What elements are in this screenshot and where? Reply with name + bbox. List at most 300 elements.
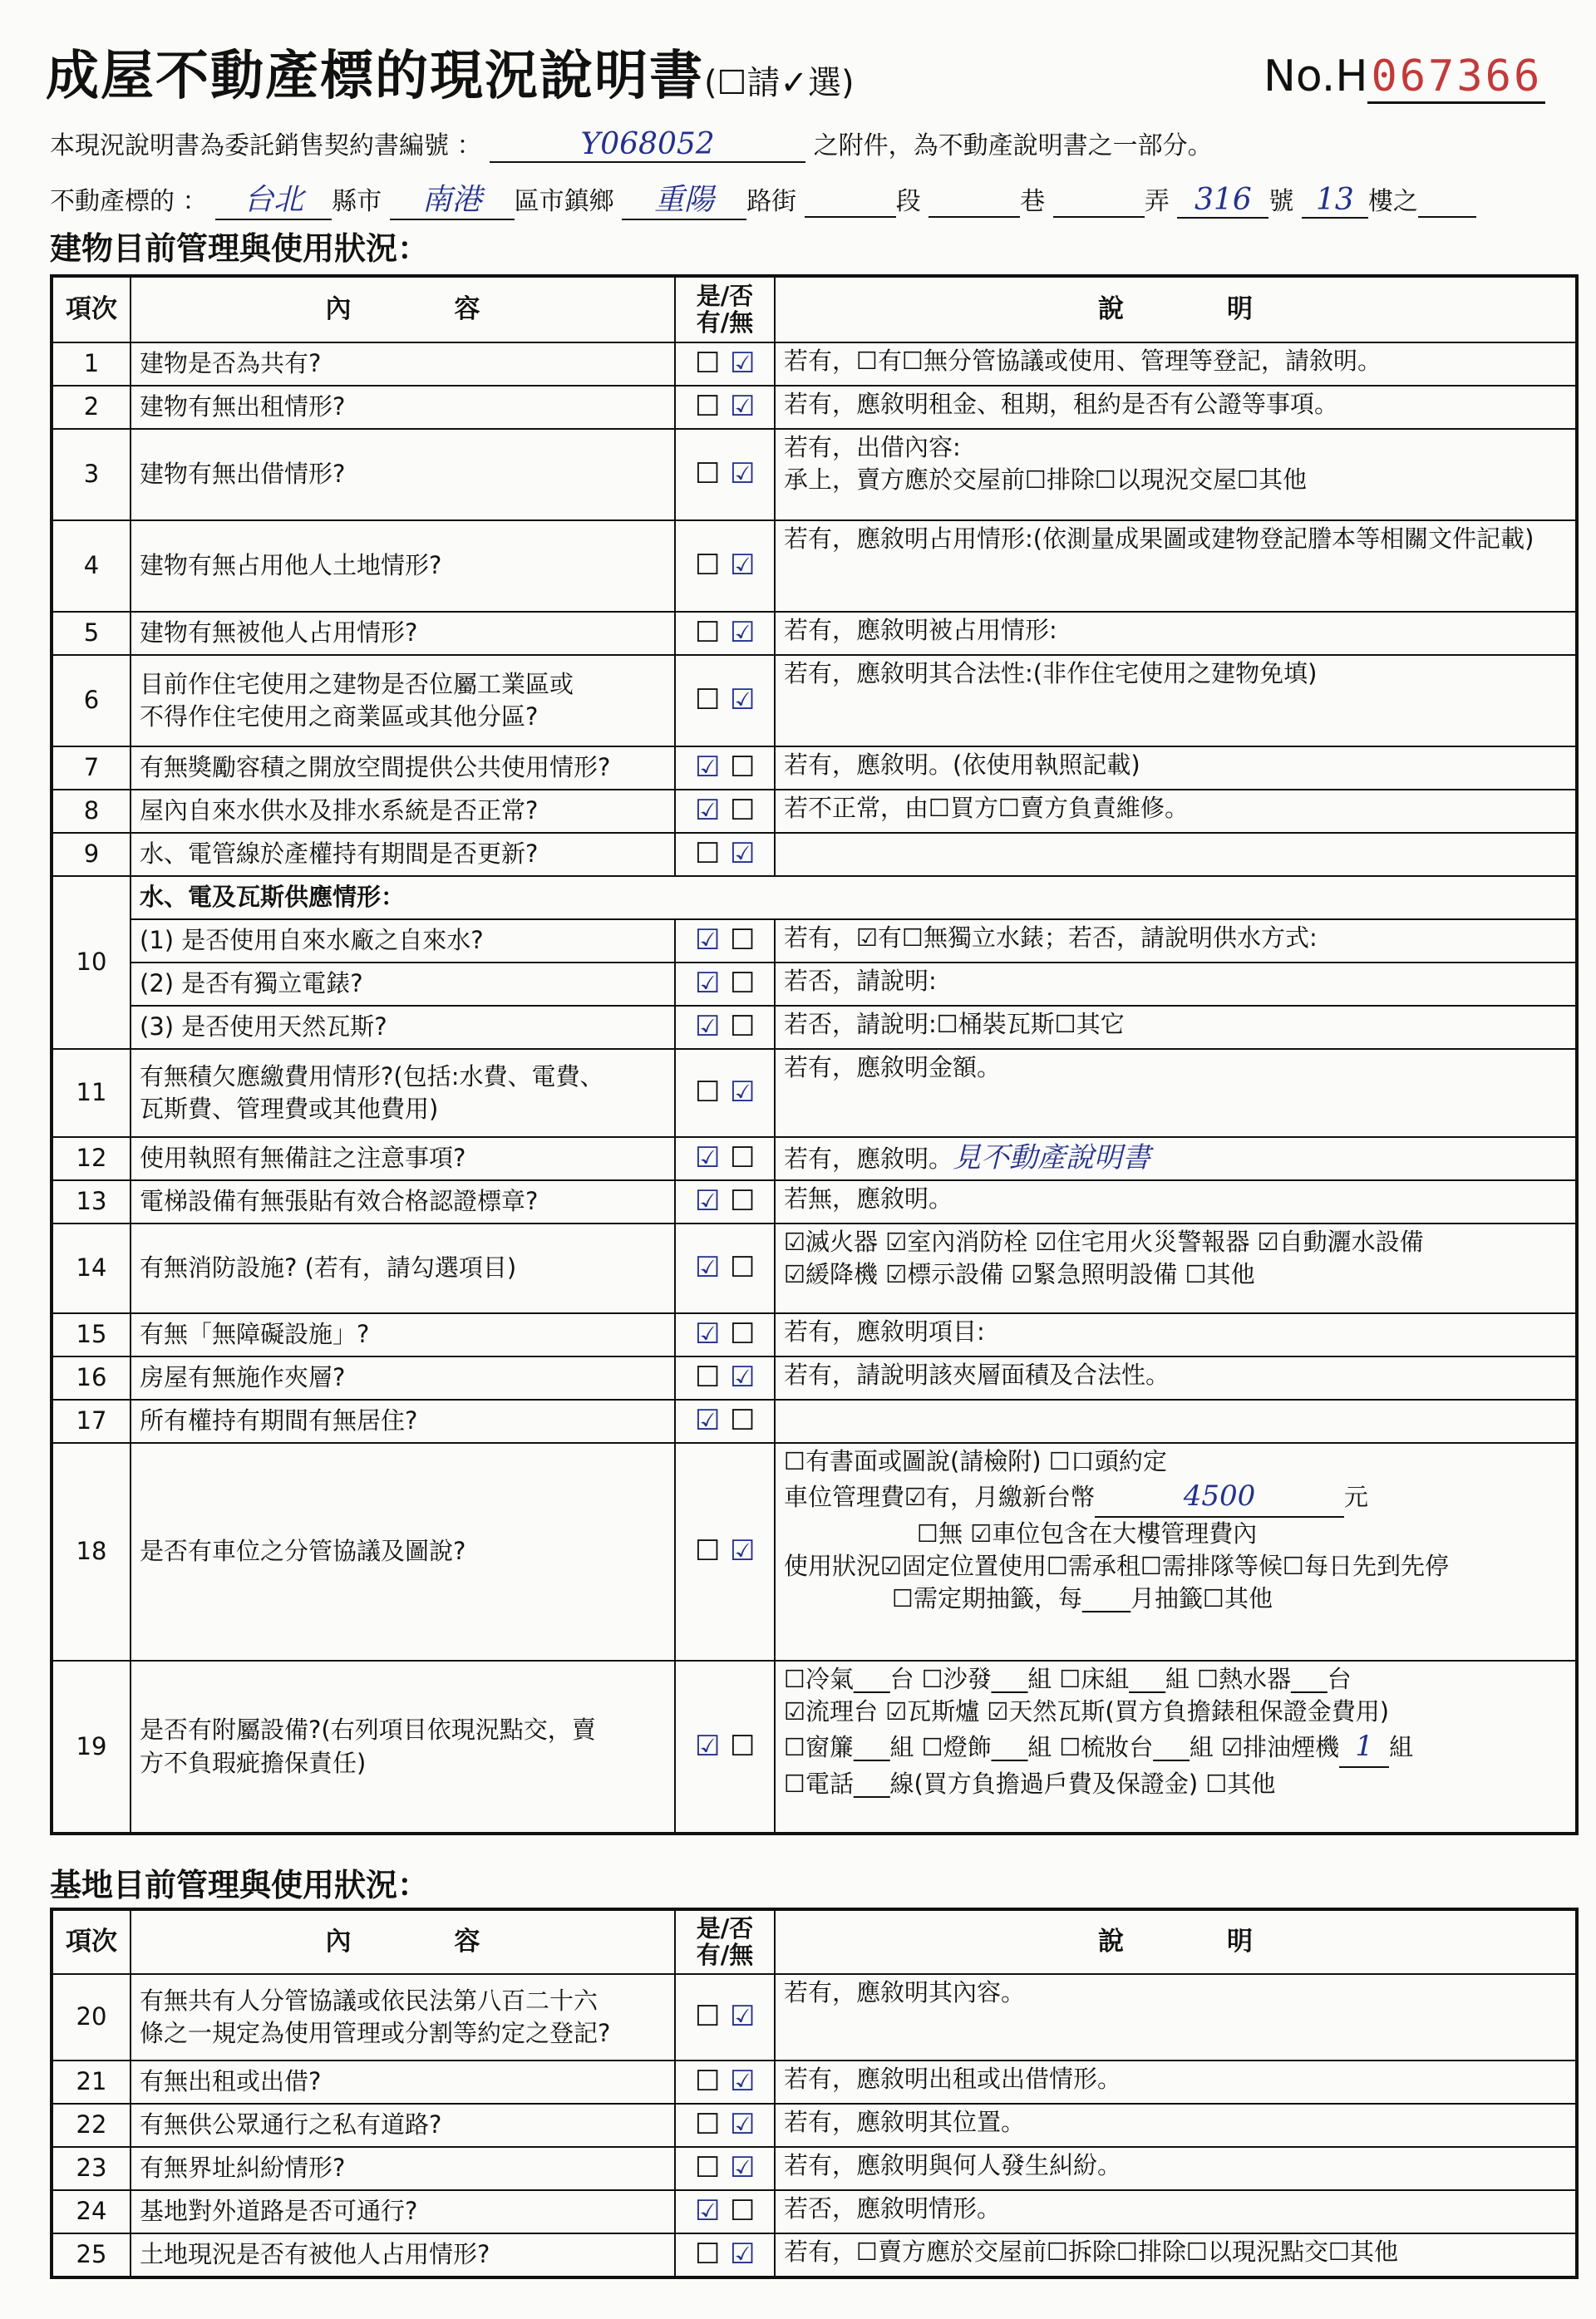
row-item	[131, 1049, 675, 1137]
row-description	[775, 2061, 1577, 2104]
district-label: 區市鎮鄉	[514, 187, 614, 216]
yes-no-cell	[675, 790, 775, 833]
row-item	[131, 612, 675, 655]
row-item-text: 屋內自來水供水及排水系統是否正常?	[140, 796, 539, 825]
yes-checkbox[interactable]: ☐	[695, 837, 721, 871]
table-row	[52, 1661, 1577, 1834]
table-row	[52, 520, 1577, 612]
title-main: 成屋不動產標的現況說明書	[46, 46, 704, 107]
yes-no-cell	[675, 1661, 775, 1834]
no-checkbox[interactable]: ☐	[730, 751, 756, 785]
yes-checkbox[interactable]: ☐	[695, 616, 721, 650]
yes-no-cell	[675, 833, 775, 876]
row-item-text: 房屋有無施作夾層?	[140, 1363, 346, 1392]
row-description-text	[784, 2063, 1567, 2095]
no-checkbox[interactable]: ☐	[730, 2194, 756, 2228]
row-description	[775, 1974, 1577, 2061]
building-section-title: 建物目前管理與使用狀況：	[50, 230, 430, 267]
table-row	[52, 655, 1577, 746]
section-field[interactable]	[805, 187, 896, 218]
row-description-label: 若有，應敘明被占用情形:	[784, 616, 1057, 644]
yes-checkbox[interactable]: ☑	[695, 1251, 721, 1285]
row-description	[775, 655, 1577, 746]
row-item	[131, 1313, 675, 1356]
row-number: 11	[52, 1049, 131, 1137]
yes-checkbox[interactable]: ☐	[695, 1076, 721, 1110]
row-item	[131, 2233, 675, 2277]
road-label: 路街	[746, 187, 797, 216]
row-item-text: 有無界址糾紛情形?	[140, 2154, 346, 2183]
handwritten-note[interactable]: 見不動產說明書	[953, 1141, 1151, 1174]
serial-prefix: No.H	[1264, 52, 1368, 101]
row-item: 有無消防設施? (若有，請勾選項目)	[131, 1224, 675, 1313]
parking-fee-label: 車位管理費☑有，月繳新台幣	[784, 1483, 1095, 1512]
fire-safety-options	[775, 1224, 1577, 1313]
row-item-text: 有無出租或出借?	[140, 2067, 322, 2096]
row-number: 10	[52, 876, 131, 1049]
row-number: 7	[52, 746, 131, 790]
no-checkbox[interactable]: ☐	[730, 1317, 756, 1352]
row-group-title: 水、電及瓦斯供應情形：	[131, 876, 1577, 919]
row-description-text	[784, 2193, 1567, 2225]
fire-safety-line-2[interactable]: ☑緩降機 ☑標示設備 ☑緊急照明設備 ☐其他	[784, 1260, 1255, 1289]
yes-checkbox[interactable]: ☐	[695, 1534, 721, 1568]
yes-no-cell	[675, 1974, 775, 2061]
table-row	[52, 1313, 1577, 1356]
row-description-text-2: 承上，賣方應於交屋前☐排除☐以現況交屋☐其他	[784, 465, 1307, 495]
row-number: 3	[52, 429, 131, 520]
row-description-label: 若有，出借內容:	[784, 433, 961, 461]
yes-checkbox[interactable]: ☐	[695, 2000, 721, 2034]
row-item	[131, 386, 675, 429]
table-row	[52, 790, 1577, 833]
row-item-text: 建物有無出借情形?	[140, 460, 346, 489]
alley-label: 弄	[1144, 187, 1170, 216]
row-description-label: 若有，應敘明與何人發生糾紛。	[784, 2151, 1122, 2179]
row-description-text	[784, 2106, 1567, 2139]
yes-checkbox[interactable]: ☑	[695, 1184, 721, 1219]
row-description	[775, 1137, 1577, 1180]
contract-number-field[interactable]: Y068052	[490, 127, 805, 163]
row-description-text	[784, 1977, 1567, 2009]
row-item	[131, 2061, 675, 2104]
county-field[interactable]: 台北	[215, 176, 332, 220]
yes-checkbox[interactable]: ☑	[695, 923, 721, 958]
yes-checkbox[interactable]: ☐	[695, 347, 721, 381]
lane-field[interactable]	[929, 187, 1020, 218]
yes-checkbox[interactable]: ☐	[695, 2151, 721, 2185]
row-item-text: 基地對外道路是否可通行?	[140, 2197, 418, 2226]
row-description-text	[784, 2236, 1567, 2268]
row-description-label: 若有，應敘明其內容。	[784, 1978, 1026, 2006]
yes-no-cell	[675, 1224, 775, 1313]
no-checkbox[interactable]: ☑	[730, 1076, 756, 1110]
yes-checkbox[interactable]: ☐	[695, 2238, 721, 2271]
col-header-no: 項次	[52, 1909, 131, 1974]
row-description-label: 若有，應敘明占用情形:(依測量成果圖或建物登記謄本等相關文件記載)	[784, 524, 1534, 553]
row-description	[775, 833, 1577, 876]
row-description-label: 若有，應敘明其合法性:(非作住宅使用之建物免填)	[784, 659, 1318, 687]
table-row	[52, 919, 1577, 963]
row-item-text: 有無積欠應繳費用情形?(包括:水費、電費、	[140, 1061, 604, 1091]
col-header-description: 說 明	[775, 276, 1577, 342]
row-item: (1) 是否使用自來水廠之自來水?	[131, 919, 675, 963]
table-header-row	[52, 276, 1577, 342]
yes-no-cell	[675, 1356, 775, 1400]
row-item	[131, 1400, 675, 1443]
table-row	[52, 963, 1577, 1006]
row-description-label: 若有，應敘明出租或出借情形。	[784, 2065, 1122, 2093]
land-status-table	[50, 1908, 1579, 2279]
yes-checkbox[interactable]: ☐	[695, 2108, 721, 2142]
row-description-label: 若有，應敘明。	[784, 1145, 953, 1173]
floor-sub-field[interactable]	[1418, 187, 1476, 218]
row-item	[131, 2104, 675, 2147]
row-item-text: 建物有無被他人占用情形?	[140, 618, 418, 647]
row-item-text: 是否有附屬設備?(右列項目依現況點交，賣	[140, 1716, 596, 1745]
table-row	[52, 1137, 1577, 1180]
serial-number	[1264, 52, 1545, 101]
row-description	[775, 2147, 1577, 2190]
row-item-text-2: 條之一規定為使用管理或分割等約定之登記?	[140, 2019, 611, 2047]
table-row	[52, 833, 1577, 876]
parking-line-5[interactable]: ☐需定期抽籤，每____月抽籤☐其他	[892, 1584, 1273, 1613]
row-description-label: 若有，應敘明。(依使用執照記載)	[784, 751, 1140, 779]
yes-checkbox[interactable]: ☑	[695, 1141, 721, 1175]
row-item: (2) 是否有獨立電錶?	[131, 963, 675, 1006]
table-row	[52, 429, 1577, 520]
row-description-label: 若否，應敘明情形。	[784, 2194, 1002, 2223]
row-description-label: 若有，☐有☐無分管協議或使用、管理等登記，請敘明。	[784, 347, 1382, 375]
land-section-title: 基地目前管理與使用狀況：	[50, 1867, 430, 1903]
row-description	[775, 1313, 1577, 1356]
row-description	[775, 429, 1577, 520]
no-checkbox[interactable]: ☑	[730, 2065, 756, 2099]
parking-fee-unit: 元	[1344, 1483, 1369, 1512]
row-description	[775, 790, 1577, 833]
row-description	[775, 746, 1577, 790]
table-row	[52, 876, 1577, 919]
row-description	[775, 2104, 1577, 2147]
row-description-label: 若有，請說明該夾層面積及合法性。	[784, 1361, 1170, 1389]
row-description: 若否，請說明:	[775, 963, 1577, 1006]
row-description-text	[784, 2149, 1567, 2182]
row-description-label: 若有，應敘明項目:	[784, 1317, 985, 1346]
row-description	[775, 520, 1577, 612]
table-row	[52, 2061, 1577, 2104]
row-number: 13	[52, 1180, 131, 1224]
row-number: 12	[52, 1137, 131, 1180]
row-description-label: 若有，☐賣方應於交屋前☐拆除☐排除☐以現況點交☐其他	[784, 2238, 1398, 2266]
parking-line-3[interactable]: ☐無 ☑車位包含在大樓管理費內	[917, 1519, 1258, 1548]
yes-no-cell	[675, 2104, 775, 2147]
row-description	[775, 342, 1577, 386]
table-row	[52, 1006, 1577, 1049]
row-item-text-2: 方不負瑕疵擔保責任)	[140, 1748, 367, 1777]
row-item	[131, 833, 675, 876]
row-number: 4	[52, 520, 131, 612]
road-field[interactable]: 重陽	[622, 176, 746, 220]
yes-checkbox[interactable]: ☐	[695, 1361, 721, 1395]
row-description	[775, 612, 1577, 655]
row-description-label: 若有，應敘明金額。	[784, 1053, 1002, 1081]
contract-line	[50, 125, 1213, 163]
row-description-text	[784, 523, 1567, 555]
row-item-text: 建物有無出租情形?	[140, 392, 346, 421]
row-description-text	[784, 1140, 1567, 1178]
no-checkbox[interactable]: ☑	[730, 616, 756, 650]
row-item-text: 電梯設備有無張貼有效合格認證標章?	[140, 1187, 539, 1216]
row-item-text-2: 不得作住宅使用之商業區或其他分區?	[140, 702, 539, 731]
serial-value: 067366	[1367, 52, 1545, 104]
row-item-text-2: 瓦斯費、管理費或其他費用)	[140, 1095, 439, 1123]
row-number: 16	[52, 1356, 131, 1400]
row-number: 21	[52, 2061, 131, 2104]
yes-checkbox[interactable]: ☐	[695, 457, 721, 491]
yes-checkbox[interactable]: ☑	[695, 2194, 721, 2228]
property-address-line	[50, 176, 1476, 220]
row-description	[775, 386, 1577, 429]
yes-no-cell	[675, 612, 775, 655]
row-description-text	[784, 1051, 1567, 1084]
no-checkbox[interactable]: ☐	[730, 1251, 756, 1285]
yes-no-cell	[675, 429, 775, 520]
yes-checkbox[interactable]: ☑	[695, 794, 721, 828]
row-description-text	[784, 614, 1567, 647]
yes-checkbox[interactable]: ☑	[695, 751, 721, 785]
section-label: 段	[895, 187, 921, 216]
fixtures-line-4[interactable]: ☐電話___線(買方負擔過戶費及保證金) ☐其他	[784, 1770, 1276, 1799]
row-item-text: 有無共有人分管協議或依民法第八百二十六	[140, 1986, 598, 2015]
yes-checkbox[interactable]: ☐	[695, 390, 721, 424]
table-row	[52, 386, 1577, 429]
col-header-yes-no: 是/否 有/無	[675, 276, 775, 342]
table-row	[52, 2190, 1577, 2233]
table-row	[52, 1356, 1577, 1400]
no-checkbox[interactable]: ☑	[730, 837, 756, 871]
table-header-row	[52, 1909, 1577, 1974]
no-checkbox[interactable]: ☑	[730, 549, 756, 583]
row-item	[131, 1974, 675, 2061]
fixtures-line-3	[784, 1728, 1567, 1768]
yes-checkbox[interactable]: ☐	[695, 549, 721, 583]
table-row	[52, 746, 1577, 790]
col-header-description: 說 明	[775, 1909, 1577, 1974]
parking-line-4[interactable]: 使用狀況☑固定位置使用☐需承租☐需排隊等候☐每日先到先停	[784, 1552, 1449, 1581]
district-field[interactable]: 南港	[390, 176, 515, 220]
row-description	[775, 1356, 1577, 1400]
row-item-text: 建物有無占用他人土地情形?	[140, 551, 442, 580]
yes-checkbox[interactable]: ☑	[695, 967, 721, 1001]
row-item	[131, 1180, 675, 1224]
row-item-text: 建物是否為共有?	[140, 349, 322, 378]
row-item-text: 所有權持有期間有無居住?	[140, 1406, 418, 1435]
table-row	[52, 2147, 1577, 2190]
row-number: 25	[52, 2233, 131, 2277]
yes-no-cell	[675, 746, 775, 790]
yes-no-cell	[675, 1443, 775, 1661]
row-item	[131, 342, 675, 386]
row-number: 2	[52, 386, 131, 429]
row-item	[131, 790, 675, 833]
lane-label: 巷	[1020, 187, 1046, 216]
row-item-text: 有無「無障礙設施」?	[140, 1320, 370, 1349]
row-number: 14	[52, 1224, 131, 1313]
no-checkbox[interactable]: ☑	[730, 2108, 756, 2142]
row-description-label: 若有，應敘明其位置。	[784, 2108, 1026, 2136]
no-checkbox[interactable]: ☑	[730, 683, 756, 717]
contract-line-prefix: 本現況說明書為委託銷售契約書編號 ：	[50, 131, 482, 160]
row-description-text	[784, 657, 1567, 690]
row-item	[131, 2190, 675, 2233]
yes-no-cell	[675, 963, 775, 1006]
row-item: 是否有車位之分管協議及圖說?	[131, 1443, 675, 1661]
row-number: 8	[52, 790, 131, 833]
yes-no-cell	[675, 1180, 775, 1224]
row-number: 23	[52, 2147, 131, 2190]
table-row	[52, 1974, 1577, 2061]
county-label: 縣市	[332, 187, 382, 216]
row-item: (3) 是否使用天然瓦斯?	[131, 1006, 675, 1049]
yes-no-cell	[675, 2147, 775, 2190]
row-number: 22	[52, 2104, 131, 2147]
row-description-text	[784, 1183, 1567, 1215]
row-item-text: 使用執照有無備註之注意事項?	[140, 1144, 466, 1173]
no-checkbox[interactable]: ☑	[730, 1534, 756, 1568]
row-item-text: 水、電管線於產權持有期間是否更新?	[140, 839, 539, 869]
parking-details	[775, 1443, 1577, 1661]
row-description-text	[784, 749, 1567, 781]
table-row	[52, 342, 1577, 386]
row-number: 19	[52, 1661, 131, 1834]
row-description-label: 若有，應敘明租金、租期，租約是否有公證等事項。	[784, 390, 1339, 418]
property-label: 不動產標的 ：	[50, 187, 208, 216]
yes-no-cell	[675, 2233, 775, 2277]
alley-field[interactable]	[1053, 187, 1145, 218]
yes-checkbox[interactable]: ☐	[695, 683, 721, 717]
row-description-text	[784, 1359, 1567, 1391]
no-checkbox[interactable]: ☑	[730, 347, 756, 381]
yes-checkbox[interactable]: ☑	[695, 1317, 721, 1352]
row-number: 1	[52, 342, 131, 386]
row-number: 15	[52, 1313, 131, 1356]
no-checkbox[interactable]: ☑	[730, 457, 756, 491]
yes-no-cell	[675, 1006, 775, 1049]
building-status-table	[50, 274, 1579, 1835]
row-item	[131, 655, 675, 746]
col-header-content: 內 容	[131, 276, 675, 342]
yes-checkbox[interactable]: ☑	[695, 1404, 721, 1438]
floor-label: 樓之	[1367, 187, 1418, 216]
yes-no-cell	[675, 1137, 775, 1180]
yes-no-cell	[675, 655, 775, 746]
floor-field[interactable]: 13	[1302, 183, 1368, 219]
row-number: 17	[52, 1400, 131, 1443]
hood-count[interactable]: 1	[1339, 1728, 1389, 1768]
row-description-text	[784, 345, 1567, 377]
row-description	[775, 2233, 1577, 2277]
table-row	[52, 1049, 1577, 1137]
row-description-text	[784, 792, 1567, 825]
row-item	[131, 1356, 675, 1400]
row-description: 若有，☑有☐無獨立水錶；若否，請說明供水方式:	[775, 919, 1577, 963]
no-checkbox[interactable]: ☑	[730, 2238, 756, 2271]
no-checkbox[interactable]: ☑	[730, 1361, 756, 1395]
col-header-content: 內 容	[131, 1909, 675, 1974]
row-item	[131, 520, 675, 612]
row-item-text: 土地現況是否有被他人占用情形?	[140, 2240, 490, 2269]
number-field[interactable]: 316	[1177, 183, 1268, 219]
row-number: 24	[52, 2190, 131, 2233]
no-checkbox[interactable]: ☐	[730, 1729, 756, 1763]
row-description	[775, 1049, 1577, 1137]
yes-no-cell	[675, 919, 775, 963]
row-description	[775, 1180, 1577, 1224]
row-description	[775, 1400, 1577, 1443]
no-checkbox[interactable]: ☐	[730, 1141, 756, 1175]
table-row	[52, 612, 1577, 655]
fixtures-line-3-unit: 組	[1389, 1733, 1414, 1762]
row-number: 5	[52, 612, 131, 655]
col-header-no: 項次	[52, 276, 131, 342]
fixtures-line-1[interactable]: ☐冷氣___台 ☐沙發___組 ☐床組___組 ☐熱水器___台	[784, 1665, 1352, 1693]
table-row	[52, 1443, 1577, 1661]
parking-line-1[interactable]: ☐有書面或圖說(請檢附) ☐口頭約定	[784, 1447, 1167, 1475]
yes-no-cell	[675, 342, 775, 386]
no-checkbox[interactable]: ☑	[730, 2000, 756, 2034]
row-description-label: 若不正常，由☐買方☐賣方負責維修。	[784, 794, 1189, 822]
yes-no-cell	[675, 2061, 775, 2104]
fixtures-line-3-label[interactable]: ☐窗簾___組 ☐燈飾___組 ☐梳妝台___組 ☑排油煙機	[784, 1733, 1340, 1762]
table-row	[52, 2104, 1577, 2147]
row-number: 9	[52, 833, 131, 876]
fire-safety-line-1[interactable]: ☑滅火器 ☑室內消防栓 ☑住宅用火災警報器 ☑自動灑水設備	[784, 1228, 1424, 1256]
yes-no-cell	[675, 386, 775, 429]
no-checkbox[interactable]: ☐	[730, 967, 756, 1001]
title-sub: (☐請✓選)	[704, 64, 855, 102]
fixtures-line-2[interactable]: ☑流理台 ☑瓦斯爐 ☑天然瓦斯(買方負擔錶租保證金費用)	[784, 1697, 1390, 1726]
no-checkbox[interactable]: ☐	[730, 923, 756, 958]
row-item-text: 有無供公眾通行之私有道路?	[140, 2110, 442, 2139]
table-row	[52, 1400, 1577, 1443]
row-item	[131, 2147, 675, 2190]
no-checkbox[interactable]: ☐	[730, 794, 756, 828]
row-description-label: 若無，應敘明。	[784, 1184, 953, 1213]
row-description-text	[784, 388, 1567, 421]
yes-checkbox[interactable]: ☑	[695, 1010, 721, 1044]
row-item-text: 有無獎勵容積之開放空間提供公共使用情形?	[140, 753, 611, 782]
no-checkbox[interactable]: ☐	[730, 1184, 756, 1219]
col-header-yes-no: 是/否 有/無	[675, 1909, 775, 1974]
no-checkbox[interactable]: ☐	[730, 1404, 756, 1438]
no-checkbox[interactable]: ☐	[730, 1010, 756, 1044]
row-description-text	[784, 431, 1567, 464]
yes-checkbox[interactable]: ☐	[695, 2065, 721, 2099]
row-item	[131, 746, 675, 790]
yes-checkbox[interactable]: ☑	[695, 1729, 721, 1763]
no-checkbox[interactable]: ☑	[730, 2151, 756, 2185]
yes-no-cell	[675, 1313, 775, 1356]
parking-line-2	[784, 1478, 1567, 1518]
parking-fee-amount[interactable]: 4500	[1095, 1478, 1344, 1518]
fixtures-details	[775, 1661, 1577, 1834]
row-number: 6	[52, 655, 131, 746]
no-checkbox[interactable]: ☑	[730, 390, 756, 424]
row-description	[775, 2190, 1577, 2233]
contract-line-suffix: 之附件，為不動產說明書之一部分。	[813, 131, 1213, 160]
yes-no-cell	[675, 1049, 775, 1137]
number-label: 號	[1268, 187, 1294, 216]
